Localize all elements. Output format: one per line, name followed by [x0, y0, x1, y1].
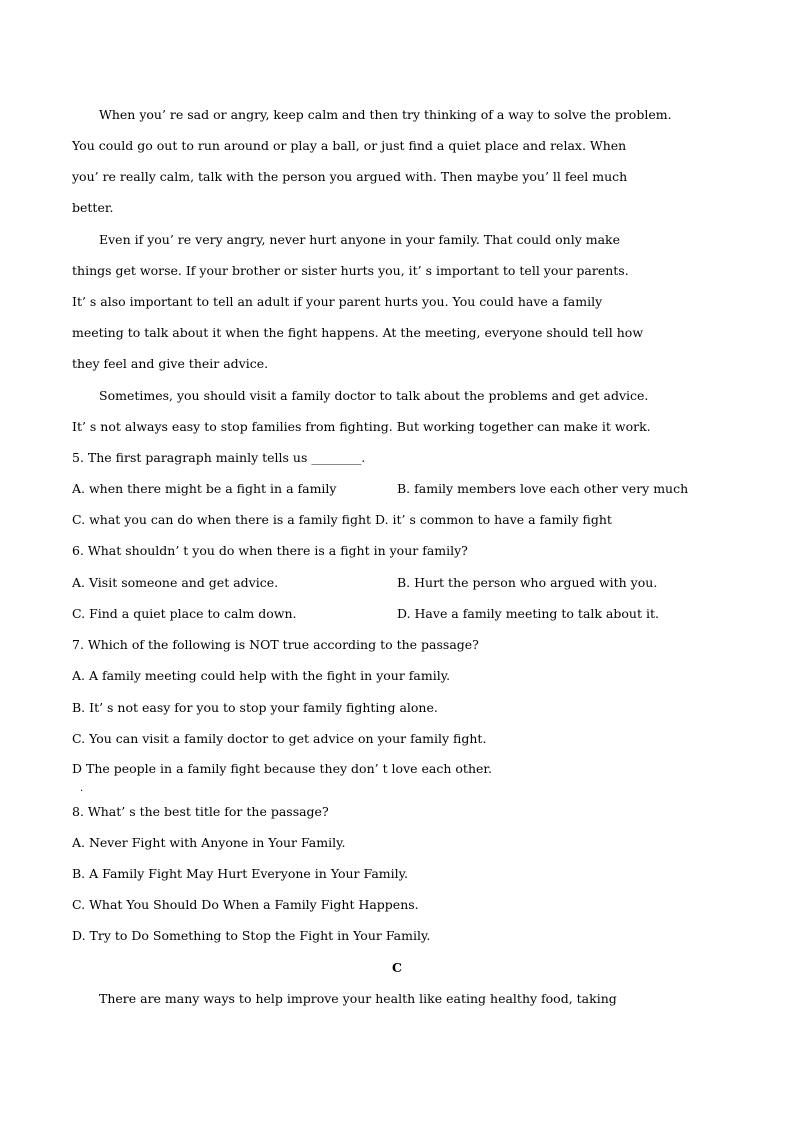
question-6-option-a: A. Visit someone and get advice.: [72, 575, 279, 590]
paragraph-line: Even if you’ re very angry, never hurt anyone in your family. That could only make: [99, 232, 621, 247]
paragraph-line: When you’ re sad or angry, keep calm and then try thinking of a way to solve the problem.: [99, 107, 672, 122]
question-5-option-a: A. when there might be a fight in a family: [72, 481, 337, 496]
question-6-option-b: B. Hurt the person who argued with you.: [397, 575, 658, 590]
question-6-stem: 6. What shouldn’ t you do when there is a fight in your family?: [72, 543, 468, 558]
question-7-option-a: A. A family meeting could help with the fight in your family.: [72, 668, 451, 683]
paragraph-line: There are many ways to help improve your health like eating healthy food, taking: [99, 991, 617, 1006]
question-5-option-c-d: C. what you can do when there is a family fight D. it’ s common to have a family fight: [72, 512, 612, 527]
question-8-option-a: A. Never Fight with Anyone in Your Family.: [72, 835, 346, 850]
question-5-stem: 5. The first paragraph mainly tells us ________.: [72, 450, 366, 465]
paragraph-line: you’ re really calm, talk with the person you argued with. Then maybe you’ ll feel much: [72, 169, 628, 184]
paragraph-line: meeting to talk about it when the fight happens. At the meeting, everyone should tell how: [72, 325, 644, 340]
paragraph-line: It’ s also important to tell an adult if your parent hurts you. You could have a family: [72, 294, 603, 309]
question-8-option-c: C. What You Should Do When a Family Fight Happens.: [72, 897, 419, 912]
question-6-option-c: C. Find a quiet place to calm down.: [72, 606, 297, 621]
question-8-option-b: B. A Family Fight May Hurt Everyone in Your Family.: [72, 866, 409, 881]
question-6-option-d: D. Have a family meeting to talk about it.: [397, 606, 659, 621]
option-d-dot: .: [80, 783, 84, 794]
question-7-stem: 7. Which of the following is NOT true according to the passage?: [72, 637, 479, 652]
paragraph-line: You could go out to run around or play a ball, or just find a quiet place and relax. When: [72, 138, 627, 153]
question-8-stem: 8. What’ s the best title for the passage?: [72, 804, 329, 819]
paragraph-line: they feel and give their advice.: [72, 356, 269, 371]
question-7-option-c: C. You can visit a family doctor to get advice on your family fight.: [72, 731, 487, 746]
section-heading: C: [392, 960, 402, 975]
paragraph-line: It’ s not always easy to stop families from fighting. But working together can make it work.: [72, 419, 651, 434]
paragraph-line: Sometimes, you should visit a family doctor to talk about the problems and get advice.: [99, 388, 649, 403]
question-8-option-d: D. Try to Do Something to Stop the Fight in Your Family.: [72, 928, 431, 943]
paragraph-line: things get worse. If your brother or sister hurts you, it’ s important to tell your parents.: [72, 263, 629, 278]
question-7-option-d: D The people in a family fight because they don’ t love each other.: [72, 761, 492, 776]
question-7-option-b: B. It’ s not easy for you to stop your family fighting alone.: [72, 700, 438, 715]
question-5-option-b: B. family members love each other very much: [397, 481, 689, 496]
paragraph-line: better.: [72, 200, 114, 215]
